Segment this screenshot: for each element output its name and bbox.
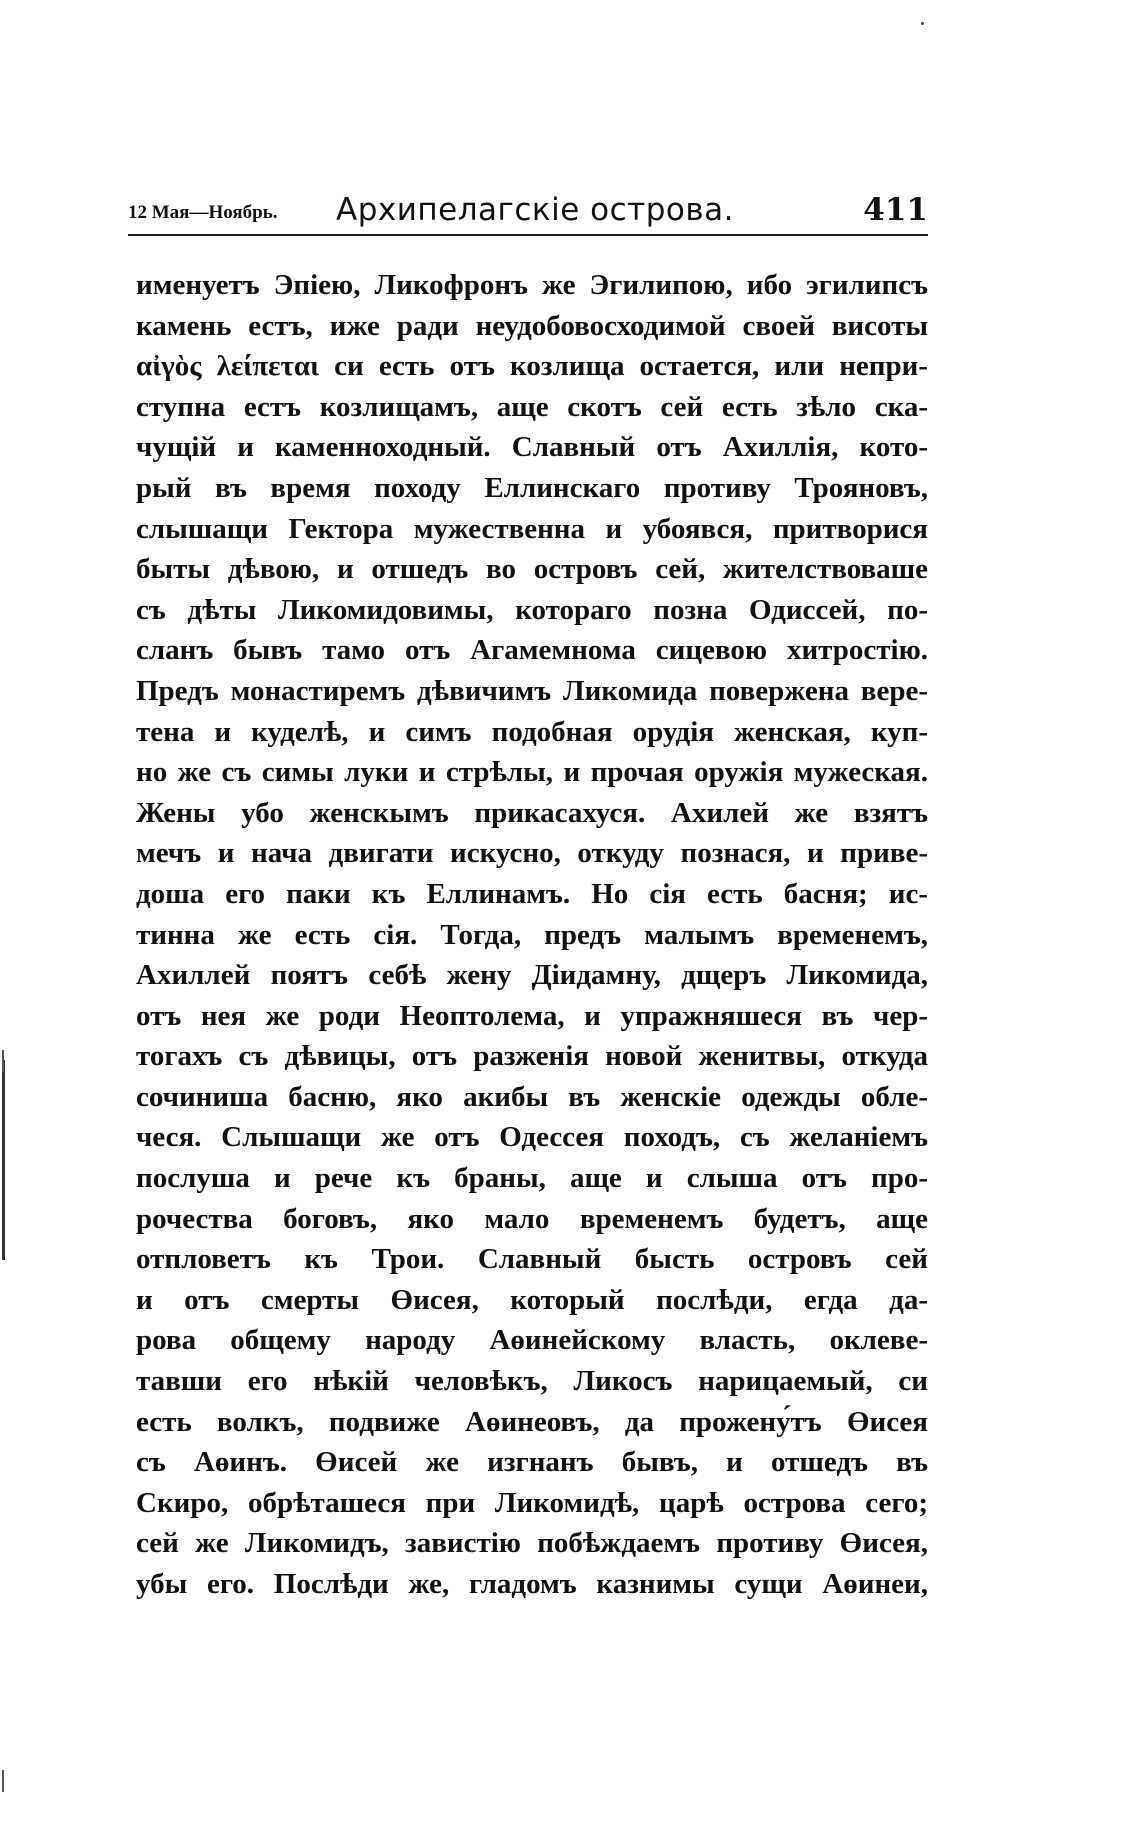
header-title: Архипелагскіе острова. <box>336 192 734 228</box>
text-line: слышащи Гектора мужественна и убоявся, притворися <box>136 512 928 545</box>
text-line: рый въ время походу Еллинскаго противу Трояновъ, <box>136 471 928 504</box>
text-line: тогахъ съ дѣвицы, отъ разженія новой женитвы, откуда <box>136 1040 928 1073</box>
text-line: сланъ бывъ тамо отъ Агамемнома сицевою хитростію. <box>136 634 928 667</box>
text-line: убы его. Послѣди же, гладомъ казнимы сущи Аөинеи, <box>136 1568 928 1600</box>
scan-speck <box>921 22 924 25</box>
scan-margin-tick <box>2 1770 4 1792</box>
text-line: сочиниша басню, яко акибы въ женскіе одежды обле- <box>136 1080 928 1113</box>
page-number: 411 <box>863 192 928 228</box>
text-line: камень естъ, иже ради неудобовосходимой своей висоты <box>136 309 928 342</box>
text-line: Жены убо женскымъ прикасахуся. Ахилей же взятъ <box>136 796 928 829</box>
text-line: тавши его нѣкій человѣкъ, Ликосъ нарицаемый, си <box>136 1365 928 1398</box>
text-line: есть волкъ, подвиже Аөинеовъ, да прожену́тъ Өисея <box>136 1405 928 1438</box>
text-line: рочества боговъ, яко мало временемъ будетъ, аще <box>136 1202 928 1235</box>
text-line: доша его паки къ Еллинамъ. Но сія есть басня; ис- <box>136 877 928 910</box>
text-line: мечъ и нача двигати искусно, откуду познася, и приве- <box>136 837 928 870</box>
header-rule <box>128 234 928 236</box>
text-line: чеся. Слышащи же отъ Одессея походъ, съ желаніемъ <box>136 1121 928 1154</box>
text-line: тена и куделѣ, и симъ подобная орудія женская, куп- <box>136 715 928 748</box>
text-line: Скиро, обрѣташеся при Ликомидѣ, царѣ острова сего; <box>136 1486 928 1519</box>
text-line: отпловетъ къ Трои. Славный бысть островъ сей <box>136 1243 928 1276</box>
scan-margin-tick <box>2 1050 4 1072</box>
text-line: αἰγὸς λείπεται си есть отъ козлища остается, или непри- <box>136 350 928 383</box>
text-line: чущій и каменноходный. Славный отъ Ахиллія, кото- <box>136 431 928 464</box>
text-line: быты дѣвою, и отшедъ во островъ сей, жителствоваше <box>136 553 928 586</box>
text-line: и отъ смерты Өисея, который послѣди, егда да- <box>136 1283 928 1316</box>
text-line: но же съ симы луки и стрѣлы, и прочая оружія мужеская. <box>136 756 928 789</box>
body-text <box>136 265 928 1605</box>
text-line: съ дѣты Ликомидовимы, котораго позна Одиссей, по- <box>136 593 928 626</box>
text-line: рова общему народу Аөинейскому власть, оклеве- <box>136 1324 928 1357</box>
scan-margin-mark <box>2 1060 5 1260</box>
running-header <box>128 188 928 230</box>
text-line: сей же Ликомидъ, завистію побѣждаемъ противу Өисея, <box>136 1527 928 1560</box>
text-line: отъ нея же роди Неоптолема, и упражняшеся въ чер- <box>136 999 928 1032</box>
header-date-range: 12 Мая—Ноябрь. <box>128 202 278 223</box>
text-line: Ахиллей поятъ себѣ жену Діидамну, дщеръ Ликомида, <box>136 959 928 992</box>
text-line: именуетъ Эпіею, Ликофронъ же Эгилипою, ибо эгилипсъ <box>136 269 928 301</box>
text-line: ступна естъ козлищамъ, аще скотъ сей есть зѣло ска- <box>136 390 928 423</box>
text-line: Предъ монастиремъ дѣвичимъ Ликомида повержена вере- <box>136 674 928 707</box>
text-line: послуша и рече къ браны, аще и слыша отъ про- <box>136 1162 928 1195</box>
text-line: тинна же есть сія. Тогда, предъ малымъ временемъ, <box>136 918 928 951</box>
text-line: съ Аөинъ. Өисей же изгнанъ бывъ, и отшедъ въ <box>136 1446 928 1479</box>
